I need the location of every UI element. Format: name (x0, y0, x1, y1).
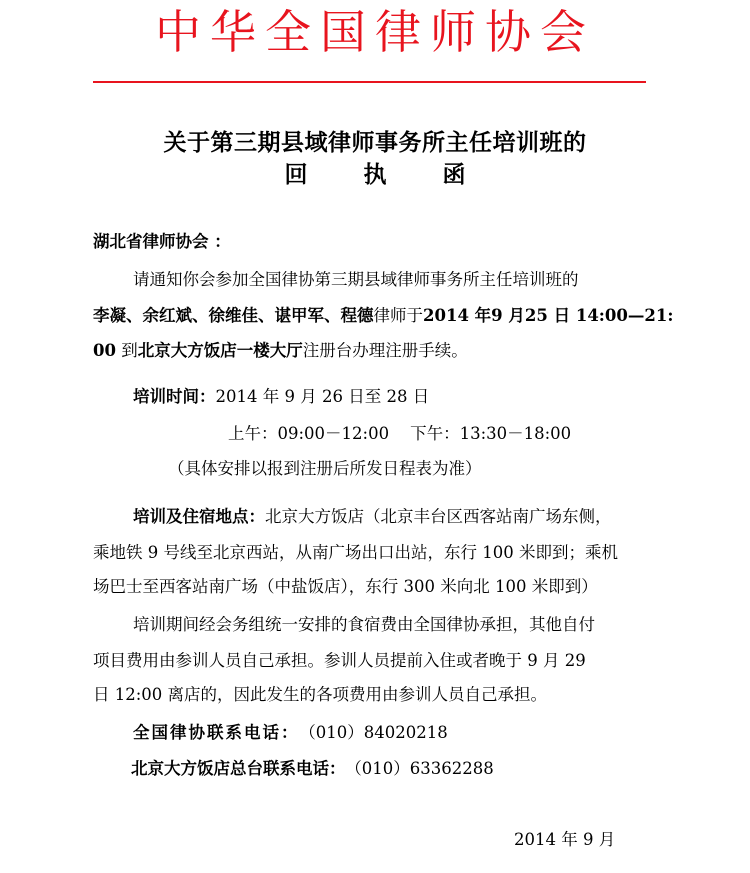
footer-date: 2014 年 9 月 (514, 830, 616, 849)
hotel-phone-label: 北京大方饭店总台联系电话： (131, 759, 346, 778)
training-hours: 上午：09:00－12:00 下午：13:30－18:00 (228, 424, 572, 443)
acla-contact-line (133, 722, 448, 744)
hotel-contact-line (131, 758, 494, 780)
costs-line1: 培训期间经会务组统一安排的食宿费由全国律协承担，其他自付 (133, 615, 595, 634)
document-title-line2: 回 执 函 (284, 161, 490, 188)
registration-venue: 北京大方饭店一楼大厅 (137, 341, 303, 360)
training-time-label: 培训时间： (133, 387, 216, 406)
location-label: 培训及住宿地点： (133, 507, 265, 526)
document-title-line1: 关于第三期县域律师事务所主任培训班的 (163, 129, 587, 156)
para1-mid-text: 律师于 (373, 306, 423, 325)
registration-time-end: 00 (93, 341, 116, 360)
attendee-names: 李凝、余红斌、徐维佳、谌甲军、程德 (93, 306, 374, 325)
location-venue: 北京大方饭店（北京丰台区西客站南广场东侧， (265, 507, 612, 526)
hotel-phone-number: （010）63362288 (353, 759, 494, 778)
location-line3: 场巴士至西客站南广场（中盐饭店），东行 300 米向北 100 米即到） (93, 577, 598, 596)
acla-phone-number: （010）84020218 (307, 723, 448, 742)
training-time-line (133, 386, 429, 408)
salutation: 湖北省律师协会 ： (93, 232, 231, 251)
organization-name: 中华全国律师协会 (155, 5, 595, 59)
registration-date: 2014 年9 月25 日 14:00—21: (423, 306, 674, 325)
para1-line2 (93, 305, 673, 327)
training-dates: 2014 年 9 月 26 日至 28 日 (215, 387, 430, 406)
acla-phone-label: 全国律协联系电话： (133, 723, 300, 742)
para1-end-text: 注册台办理注册手续。 (302, 341, 468, 360)
costs-line3: 日 12:00 离店的，因此发生的各项费用由参训人员自己承担。 (93, 685, 548, 704)
costs-line2: 项目费用由参训人员自己承担。参训人员提前入住或者晚于 9 月 29 (93, 651, 586, 670)
para1-line1: 请通知你会参加全国律协第三期县域律师事务所主任培训班的 (133, 270, 579, 289)
para1-line3 (93, 340, 468, 362)
para1-to-text: 到 (115, 341, 138, 360)
red-divider-line (93, 81, 646, 83)
location-line1 (133, 506, 612, 528)
schedule-note: （具体安排以报到注册后所发日程表为准） (168, 459, 482, 478)
location-line2: 乘地铁 9 号线至北京西站，从南广场出口出站，东行 100 米即到；乘机 (93, 543, 618, 562)
